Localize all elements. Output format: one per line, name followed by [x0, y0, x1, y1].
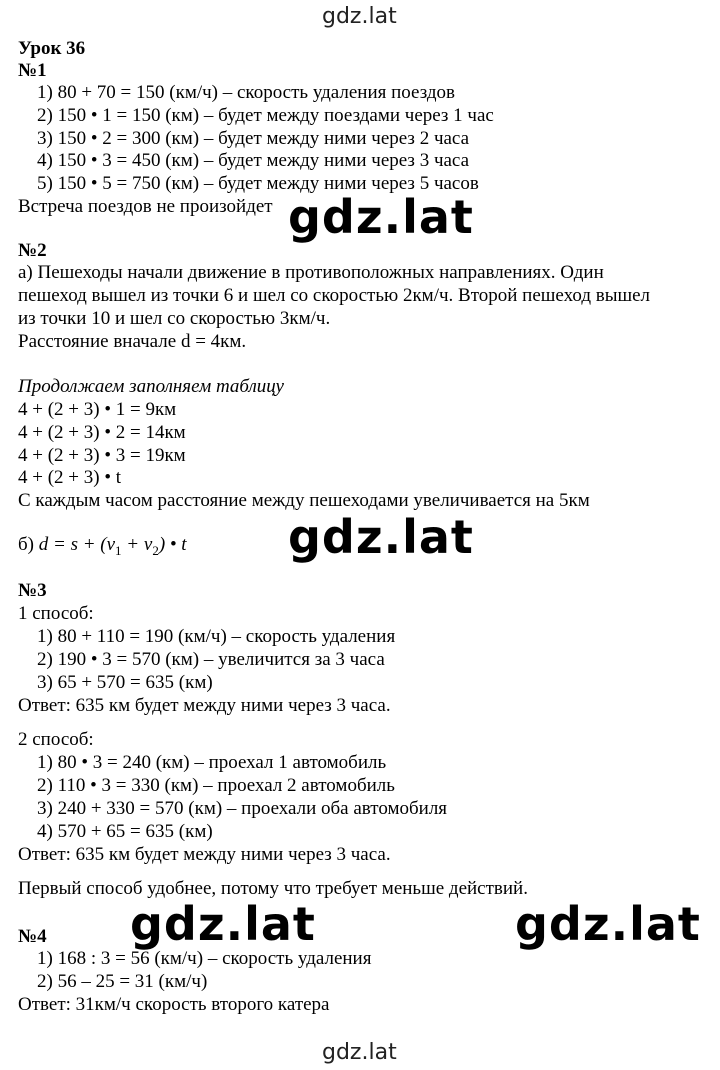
- watermark-large: gdz.lat: [130, 897, 316, 951]
- task2-calc: 4 + (2 + 3) • t: [18, 467, 122, 488]
- watermark-large: gdz.lat: [515, 897, 701, 951]
- task3-way1-step: 2) 190 • 3 = 570 (км) – увеличится за 3 часа: [37, 649, 385, 670]
- task3-way2-label: 2 способ:: [18, 729, 94, 750]
- watermark-bottom: gdz.lat: [322, 1040, 397, 1065]
- task4-step: 1) 168 : 3 = 56 (км/ч) – скорость удаления: [37, 948, 372, 969]
- task2-distance: Расстояние вначале d = 4км.: [18, 331, 247, 352]
- task3-way1-answer: Ответ: 635 км будет между ними через 3 часа.: [18, 695, 391, 716]
- task3-way2-step: 2) 110 • 3 = 330 (км) – проехал 2 автомобиль: [37, 775, 395, 796]
- task4-answer: Ответ: 31км/ч скорость второго катера: [18, 994, 330, 1015]
- task1-step: 5) 150 • 5 = 750 (км) – будет между ними через 5 часов: [37, 173, 479, 194]
- task3-way1-label: 1 способ:: [18, 603, 94, 624]
- task2-calc: 4 + (2 + 3) • 3 = 19км: [18, 445, 186, 466]
- lesson-title: Урок 36: [18, 38, 86, 59]
- task3-heading: №3: [18, 580, 47, 601]
- formula-sub2: 2: [152, 542, 159, 558]
- task3-comparison: Первый способ удобнее, потому что требует меньше действий.: [18, 878, 528, 899]
- task2-paragraph-line: пешеход вышел из точки 6 и шел со скоростью 2км/ч. Второй пешеход вышел: [18, 285, 651, 306]
- task2-formula: [18, 534, 187, 562]
- task3-way2-step: 3) 240 + 330 = 570 (км) – проехали оба автомобиля: [37, 798, 448, 819]
- task1-step: 1) 80 + 70 = 150 (км/ч) – скорость удаления поездов: [37, 82, 455, 103]
- task1-step: 4) 150 • 3 = 450 (км) – будет между ними через 3 часа: [37, 150, 470, 171]
- watermark-top: gdz.lat: [322, 4, 397, 29]
- task3-way1-step: 1) 80 + 110 = 190 (км/ч) – скорость удаления: [37, 626, 396, 647]
- formula-rhs: ) • t: [158, 534, 187, 555]
- task4-heading: №4: [18, 926, 47, 947]
- task3-way2-step: 4) 570 + 65 = 635 (км): [37, 821, 213, 842]
- formula-mid: + v: [121, 534, 153, 555]
- watermark-large: gdz.lat: [288, 510, 474, 564]
- task3-way1-step: 3) 65 + 570 = 635 (км): [37, 672, 213, 693]
- task1-heading: №1: [18, 60, 47, 81]
- task1-step: 3) 150 • 2 = 300 (км) – будет между ними через 2 часа: [37, 128, 470, 149]
- formula-sub1: 1: [115, 542, 122, 558]
- task2-conclusion: С каждым часом расстояние между пешеходами увеличивается на 5км: [18, 490, 590, 511]
- task2-paragraph-line: из точки 10 и шел со скоростью 3км/ч.: [18, 308, 331, 329]
- task1-conclusion: Встреча поездов не произойдет: [18, 196, 273, 217]
- task2-table-note: Продолжаем заполняем таблицу: [18, 376, 284, 397]
- formula-lhs: d = s + (v: [38, 534, 116, 555]
- task1-step: 2) 150 • 1 = 150 (км) – будет между поездами через 1 час: [37, 105, 494, 126]
- task2-paragraph-line: а) Пешеходы начали движение в противоположных направлениях. Один: [18, 262, 604, 283]
- task2-calc: 4 + (2 + 3) • 1 = 9км: [18, 399, 177, 420]
- task2-calc: 4 + (2 + 3) • 2 = 14км: [18, 422, 186, 443]
- task3-way2-answer: Ответ: 635 км будет между ними через 3 часа.: [18, 844, 391, 865]
- watermark-large: gdz.lat: [288, 190, 474, 244]
- task4-step: 2) 56 – 25 = 31 (км/ч): [37, 971, 208, 992]
- part-b-label: б): [18, 534, 34, 555]
- task3-way2-step: 1) 80 • 3 = 240 (км) – проехал 1 автомобиль: [37, 752, 387, 773]
- task2-heading: №2: [18, 240, 47, 261]
